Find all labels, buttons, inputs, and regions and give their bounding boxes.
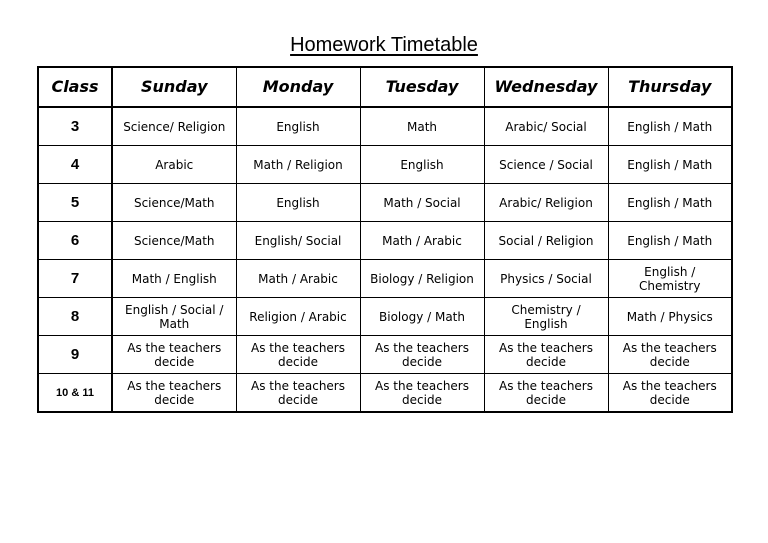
table-cell: Science / Social	[484, 146, 608, 184]
class-label: 7	[38, 260, 112, 298]
table-cell: Science/Math	[112, 184, 236, 222]
table-cell: English / Social / Math	[112, 298, 236, 336]
table-cell: Science/ Religion	[112, 107, 236, 146]
table-cell: As the teachers decide	[112, 374, 236, 413]
table-row	[38, 298, 732, 336]
table-cell: Math / Arabic	[360, 222, 484, 260]
table-cell: Science/Math	[112, 222, 236, 260]
table-cell: As the teachers decide	[112, 336, 236, 374]
table-cell: English	[236, 107, 360, 146]
class-label: 5	[38, 184, 112, 222]
table-row	[38, 107, 732, 146]
page-title: Homework Timetable	[290, 34, 478, 56]
header-monday: Monday	[236, 67, 360, 107]
table-cell: As the teachers decide	[484, 374, 608, 413]
header-sunday: Sunday	[112, 67, 236, 107]
header-wednesday: Wednesday	[484, 67, 608, 107]
table-cell: Math / Social	[360, 184, 484, 222]
class-label: 4	[38, 146, 112, 184]
table-cell: As the teachers decide	[360, 336, 484, 374]
table-cell: English	[236, 184, 360, 222]
table-cell: Religion / Arabic	[236, 298, 360, 336]
table-cell: Physics / Social	[484, 260, 608, 298]
table-cell: English / Math	[608, 146, 732, 184]
class-label: 9	[38, 336, 112, 374]
table-cell: Biology / Religion	[360, 260, 484, 298]
table-row	[38, 184, 732, 222]
class-label: 6	[38, 222, 112, 260]
table-cell: Arabic	[112, 146, 236, 184]
header-thursday: Thursday	[608, 67, 732, 107]
table-cell: English / Math	[608, 107, 732, 146]
table-cell: Arabic/ Religion	[484, 184, 608, 222]
table-cell: Math / Arabic	[236, 260, 360, 298]
table-cell: As the teachers decide	[236, 336, 360, 374]
table-cell: English / Math	[608, 184, 732, 222]
timetable	[37, 66, 733, 413]
table-cell: Social / Religion	[484, 222, 608, 260]
table-row	[38, 374, 732, 413]
table-cell: Math / English	[112, 260, 236, 298]
table-cell: As the teachers decide	[608, 336, 732, 374]
table-cell: Math / Physics	[608, 298, 732, 336]
table-cell: English/ Social	[236, 222, 360, 260]
table-cell: As the teachers decide	[236, 374, 360, 413]
class-label: 3	[38, 107, 112, 146]
class-label: 10 & 11	[38, 374, 112, 413]
table-cell: English / Math	[608, 222, 732, 260]
header-class: Class	[38, 67, 112, 107]
table-cell: Math / Religion	[236, 146, 360, 184]
table-cell: Arabic/ Social	[484, 107, 608, 146]
table-row	[38, 260, 732, 298]
table-cell: As the teachers decide	[484, 336, 608, 374]
table-row	[38, 336, 732, 374]
table-cell: Math	[360, 107, 484, 146]
class-label: 8	[38, 298, 112, 336]
table-row	[38, 146, 732, 184]
table-cell: English	[360, 146, 484, 184]
header-tuesday: Tuesday	[360, 67, 484, 107]
table-cell: Chemistry / English	[484, 298, 608, 336]
table-cell: Biology / Math	[360, 298, 484, 336]
header-row	[38, 67, 732, 107]
table-row	[38, 222, 732, 260]
table-cell: As the teachers decide	[608, 374, 732, 413]
table-cell: As the teachers decide	[360, 374, 484, 413]
table-cell: English / Chemistry	[608, 260, 732, 298]
